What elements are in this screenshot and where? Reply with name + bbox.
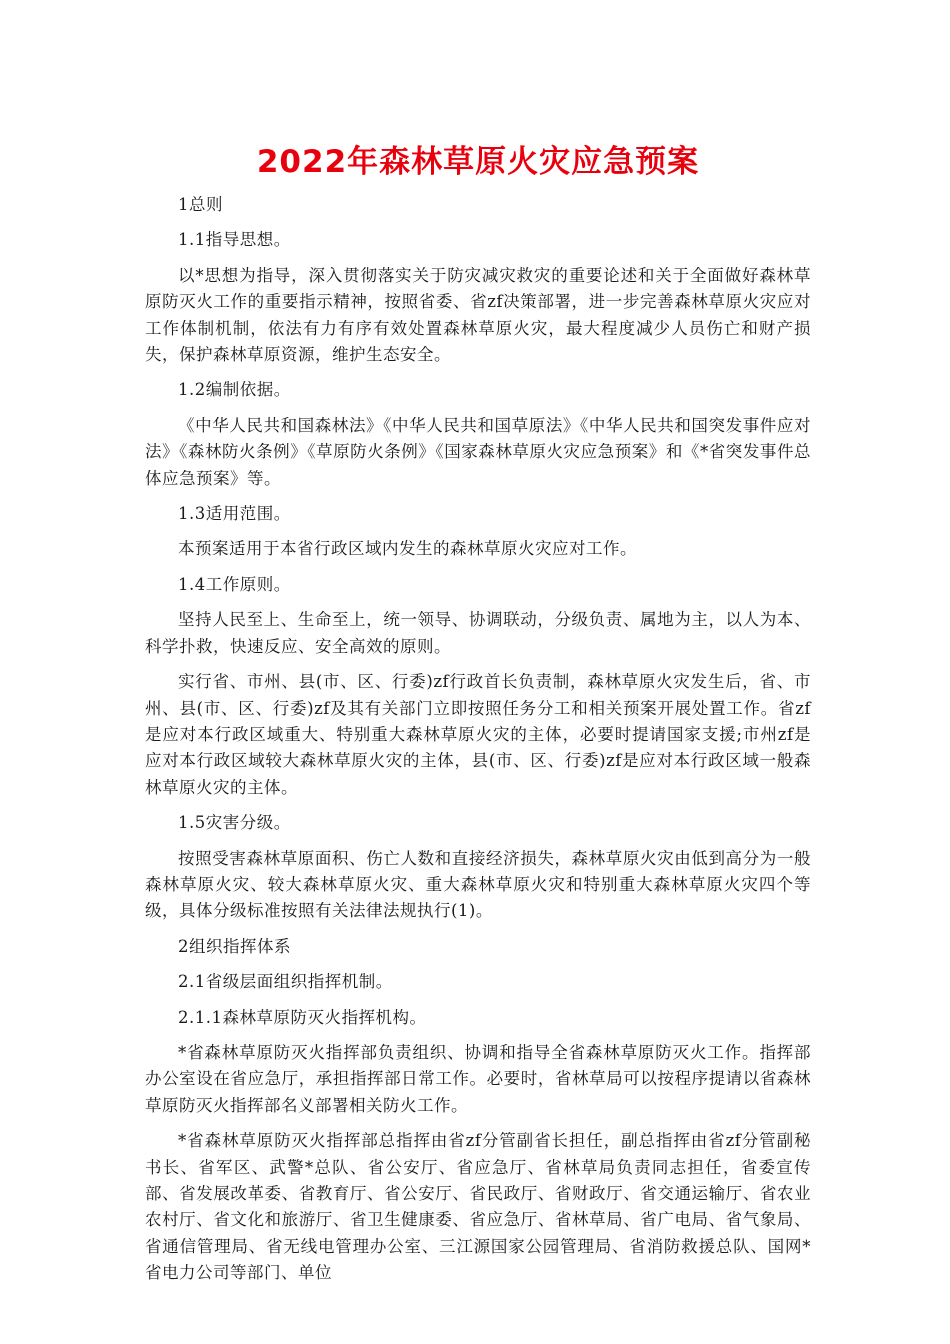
body-paragraph: 《中华人民共和国森林法》《中华人民共和国草原法》《中华人民共和国突发事件应对法》《森林防火条例》《草原防火条例》《国家森林草原火灾应急预案》和《*省突发事件总体应急预案》等。 [145,415,811,488]
body-paragraph: 按照受害森林草原面积、伤亡人数和直接经济损失，森林草原火灾由低到高分为一般森林草原火灾、较大森林草原火灾、重大森林草原火灾和特别重大森林草原火灾四个等级，具体分级标准按照有关法律法规执行(1)。 [145,848,811,921]
document-body [145,192,811,1296]
body-paragraph: 实行省、市州、县(市、区、行委)zf行政首长负责制，森林草原火灾发生后，省、市州、县(市、区、行委)zf及其有关部门立即按照任务分工和相关预案开展处置工作。省zf是应对本行政区域重大、特别重大森林草原火灾的主体，必要时提请国家支援;市州zf是应对本行政区域较大森林草原火灾的主体，县(市、区、行委)zf是应对本行政区域一般森林草原火灾的主体。 [145,672,811,797]
section-heading: 2组织指挥体系 [178,936,291,956]
body-paragraph: 坚持人民至上、生命至上，统一领导、协调联动，分级负责、属地为主，以人为本、科学扑救，快速反应、安全高效的原则。 [145,610,811,656]
subsection-heading: 2.1.1森林草原防灭火指挥机构。 [178,1007,427,1027]
document-title: 2022年森林草原火灾应急预案 [256,144,700,180]
body-paragraph: *省森林草原防灭火指挥部负责组织、协调和指导全省森林草原防灭火工作。指挥部办公室设在省应急厅，承担指挥部日常工作。必要时，省林草局可以按程序提请以省森林草原防灭火指挥部名义部署相关防火工作。 [145,1042,811,1115]
subsection-heading: 1.3适用范围。 [178,504,291,524]
subsection-heading: 1.5灾害分级。 [178,813,291,833]
subsection-heading: 1.2编制依据。 [178,380,291,400]
subsection-heading: 1.1指导思想。 [178,230,291,250]
subsection-heading: 1.4工作原则。 [178,574,291,594]
subsection-heading: 2.1省级层面组织指挥机制。 [178,972,393,992]
body-paragraph: 本预案适用于本省行政区域内发生的森林草原火灾应对工作。 [178,539,637,559]
section-heading: 1总则 [178,195,223,214]
body-paragraph: *省森林草原防灭火指挥部总指挥由省zf分管副省长担任，副总指挥由省zf分管副秘书长、省军区、武警*总队、省公安厅、省应急厅、省林草局负责同志担任，省委宣传部、省发展改革委、省教育厅、省公安厅、省民政厅、省财政厅、省交通运输厅、省农业农村厅、省文化和旅游厅、省卫生健康委、省应急厅、省林草局、省广电局、省气象局、省通信管理局、省无线电管理办公室、三江源国家公园管理局、省消防救援总队、国网*省电力公司等部门、单位 [145,1131,811,1283]
body-paragraph: 以*思想为指导，深入贯彻落实关于防灾减灾救灾的重要论述和关于全面做好森林草原防灭火工作的重要指示精神，按照省委、省zf决策部署，进一步完善森林草原火灾应对工作体制机制，依法有力有序有效处置森林草原火灾，最大程度减少人员伤亡和财产损失，保护森林草原资源，维护生态安全。 [145,265,811,365]
